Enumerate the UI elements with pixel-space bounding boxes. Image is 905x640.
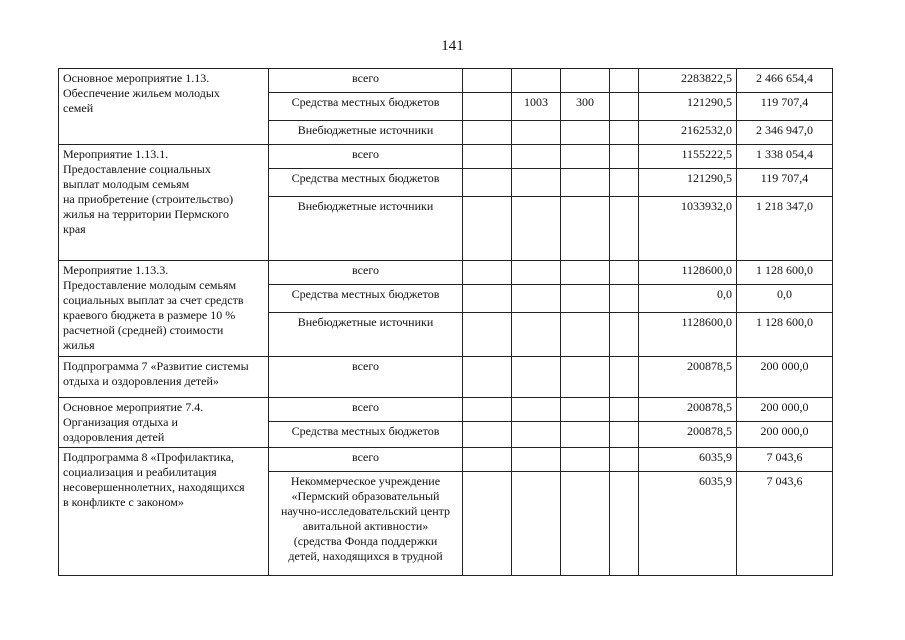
funding-source: всего — [269, 261, 463, 285]
page-number: 141 — [441, 38, 464, 54]
code-col-4 — [610, 422, 639, 448]
value-1: 2162532,0 — [639, 121, 737, 145]
value-2: 2 346 947,0 — [737, 121, 833, 145]
code-col-1 — [463, 261, 512, 285]
value-1: 0,0 — [639, 285, 737, 313]
value-1: 1033932,0 — [639, 197, 737, 261]
value-2: 200 000,0 — [737, 422, 833, 448]
value-1: 200878,5 — [639, 357, 737, 398]
code-col-3 — [561, 145, 610, 169]
value-2: 7 043,6 — [737, 448, 833, 472]
value-2: 7 043,6 — [737, 472, 833, 576]
funding-source: Некоммерческое учреждение «Пермский образовательный научно-исследовательский центр авитальной активности» (средства Фонда поддержки детей, находящихся в трудной — [269, 472, 463, 576]
code-col-3: 300 — [561, 93, 610, 121]
code-col-1 — [463, 472, 512, 576]
value-2: 1 218 347,0 — [737, 197, 833, 261]
funding-source: всего — [269, 69, 463, 93]
code-col-4 — [610, 121, 639, 145]
row-name: Мероприятие 1.13.3. Предоставление молодым семьям социальных выплат за счет средств краевого бюджета в размере 10 % расчетной (средней) стоимости жилья — [59, 261, 269, 357]
value-1: 1128600,0 — [639, 313, 737, 357]
funding-source: Средства местных бюджетов — [269, 93, 463, 121]
code-col-1 — [463, 313, 512, 357]
code-col-4 — [610, 398, 639, 422]
table-row — [59, 357, 833, 398]
funding-source: всего — [269, 398, 463, 422]
funding-source: всего — [269, 357, 463, 398]
code-col-2 — [512, 69, 561, 93]
code-col-3 — [561, 472, 610, 576]
value-1: 121290,5 — [639, 169, 737, 197]
code-col-4 — [610, 313, 639, 357]
budget-table — [58, 68, 833, 576]
value-2: 119 707,4 — [737, 169, 833, 197]
value-2: 2 466 654,4 — [737, 69, 833, 93]
funding-source: Средства местных бюджетов — [269, 422, 463, 448]
row-name: Основное мероприятие 7.4. Организация отдыха и оздоровления детей — [59, 398, 269, 448]
code-col-2 — [512, 197, 561, 261]
code-col-1 — [463, 121, 512, 145]
row-name: Подпрограмма 7 «Развитие системы отдыха и оздоровления детей» — [59, 357, 269, 398]
code-col-2 — [512, 121, 561, 145]
code-col-4 — [610, 261, 639, 285]
funding-source: Средства местных бюджетов — [269, 169, 463, 197]
code-col-2 — [512, 313, 561, 357]
row-name: Подпрограмма 8 «Профилактика, социализация и реабилитация несовершеннолетних, находящихся в конфликте с законом» — [59, 448, 269, 576]
table-row — [59, 145, 833, 169]
code-col-2 — [512, 357, 561, 398]
code-col-3 — [561, 197, 610, 261]
funding-source: Средства местных бюджетов — [269, 285, 463, 313]
code-col-4 — [610, 197, 639, 261]
funding-source: всего — [269, 448, 463, 472]
value-2: 0,0 — [737, 285, 833, 313]
code-col-2 — [512, 169, 561, 197]
code-col-4 — [610, 472, 639, 576]
code-col-1 — [463, 145, 512, 169]
budget-table-body — [59, 69, 833, 576]
code-col-4 — [610, 169, 639, 197]
value-1: 200878,5 — [639, 398, 737, 422]
value-2: 200 000,0 — [737, 357, 833, 398]
code-col-4 — [610, 69, 639, 93]
value-1: 200878,5 — [639, 422, 737, 448]
value-1: 1155222,5 — [639, 145, 737, 169]
code-col-3 — [561, 398, 610, 422]
code-col-3 — [561, 448, 610, 472]
code-col-1 — [463, 357, 512, 398]
table-row — [59, 448, 833, 472]
code-col-3 — [561, 285, 610, 313]
row-name: Основное мероприятие 1.13. Обеспечение жильем молодых семей — [59, 69, 269, 145]
funding-source: Внебюджетные источники — [269, 197, 463, 261]
value-1: 121290,5 — [639, 93, 737, 121]
value-2: 200 000,0 — [737, 398, 833, 422]
code-col-1 — [463, 197, 512, 261]
code-col-4 — [610, 145, 639, 169]
value-1: 6035,9 — [639, 448, 737, 472]
value-2: 1 338 054,4 — [737, 145, 833, 169]
funding-source: Внебюджетные источники — [269, 313, 463, 357]
code-col-3 — [561, 357, 610, 398]
funding-source: Внебюджетные источники — [269, 121, 463, 145]
code-col-1 — [463, 93, 512, 121]
value-2: 119 707,4 — [737, 93, 833, 121]
code-col-3 — [561, 422, 610, 448]
code-col-2 — [512, 398, 561, 422]
code-col-2 — [512, 261, 561, 285]
code-col-3 — [561, 169, 610, 197]
code-col-4 — [610, 93, 639, 121]
table-row — [59, 69, 833, 93]
code-col-2: 1003 — [512, 93, 561, 121]
value-1: 6035,9 — [639, 472, 737, 576]
code-col-2 — [512, 448, 561, 472]
table-row — [59, 398, 833, 422]
code-col-4 — [610, 357, 639, 398]
value-1: 2283822,5 — [639, 69, 737, 93]
code-col-2 — [512, 145, 561, 169]
value-1: 1128600,0 — [639, 261, 737, 285]
code-col-1 — [463, 69, 512, 93]
code-col-1 — [463, 422, 512, 448]
code-col-4 — [610, 285, 639, 313]
code-col-3 — [561, 69, 610, 93]
code-col-1 — [463, 169, 512, 197]
code-col-3 — [561, 261, 610, 285]
code-col-2 — [512, 422, 561, 448]
funding-source: всего — [269, 145, 463, 169]
table-row — [59, 261, 833, 285]
code-col-3 — [561, 121, 610, 145]
code-col-2 — [512, 285, 561, 313]
code-col-1 — [463, 448, 512, 472]
code-col-4 — [610, 448, 639, 472]
code-col-2 — [512, 472, 561, 576]
value-2: 1 128 600,0 — [737, 261, 833, 285]
value-2: 1 128 600,0 — [737, 313, 833, 357]
code-col-1 — [463, 398, 512, 422]
code-col-3 — [561, 313, 610, 357]
code-col-1 — [463, 285, 512, 313]
row-name: Мероприятие 1.13.1. Предоставление социальных выплат молодым семьям на приобретение (строительство) жилья на территории Пермского края — [59, 145, 269, 261]
